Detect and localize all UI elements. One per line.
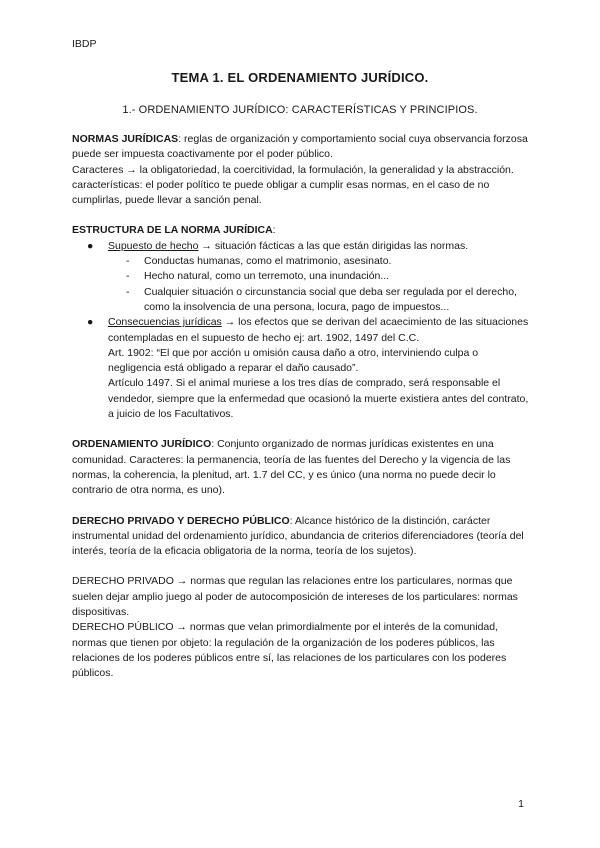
dash-icon: -	[126, 255, 130, 268]
supuesto-term: Supuesto de hecho	[108, 239, 199, 252]
bullet-icon: ●	[87, 316, 94, 329]
derecho-publico-paragraph: DERECHO PÚBLICO → normas que velan primordialmente por el interés de la comunidad, normas que tienen por objeto: la regulación de la organización de los poderes públicos, las relaciones de los poderes públicos entre sí, las relaciones de los particulares con los poderes públicos.	[72, 621, 507, 680]
derecho-heading: DERECHO PRIVADO Y DERECHO PÚBLICO	[72, 514, 290, 527]
section-subtitle: 1.- ORDENAMIENTO JURÍDICO: CARACTERÍSTICAS Y PRINCIPIOS.	[122, 104, 478, 116]
ordenamiento-paragraph: ORDENAMIENTO JURÍDICO: Conjunto organizado de normas jurídicas existentes en una comunidad. Caracteres: la permanencia, teoría de las fuentes del Derecho y la vigencia de las normas, la coherencia, la plenitud, art. 1.7 del CC, y es único (una norma no puede decir lo contrario de otra norma, es uno).	[72, 438, 511, 497]
list-item: ● Supuesto de hecho → situación fácticas a las que están dirigidas las normas.	[72, 239, 532, 254]
page-title: TEMA 1. EL ORDENAMIENTO JURÍDICO.	[171, 70, 429, 85]
sub-list-item: - Cualquier situación o circunstancia social que deba ser regulada por el derecho, como la insolvencia de una persona, locura, pago de impuestos...	[126, 285, 517, 313]
page-number: 1	[518, 798, 524, 810]
sub-list-item: - Conductas humanas, como el matrimonio, asesinato.	[72, 254, 532, 269]
document-body	[72, 132, 532, 682]
dash-icon: -	[126, 285, 130, 298]
art-1497-text: Artículo 1497. Si el animal muriese a los tres días de comprado, será responsable el vendedor, siempre que la enfermedad que ocasionó la muerte existiera antes del contrato, a juicio de los Facultativos.	[108, 377, 529, 421]
derecho-paragraph: DERECHO PRIVADO Y DERECHO PÚBLICO: Alcance histórico de la distinción, carácter instrumental unidad del ordenamiento jurídico, abundancia de criterios diferenciadores (teoría del interés, teoría de la eficacia obligatoria de la norma, teoría de los sujetos).	[72, 514, 524, 558]
ordenamiento-heading: ORDENAMIENTO JURÍDICO	[72, 438, 212, 451]
dash-icon: -	[126, 270, 130, 283]
list-item: ● Consecuencias jurídicas → los efectos que se derivan del acaecimiento de las situaciones contempladas en el supuesto de hecho ej: art. 1902, 1497 del C.C.	[87, 316, 529, 344]
normas-caracteristicas: características: el poder político te puede obligar a cumplir esas normas, en el caso de no cumplirlas, puede llevar a sanción penal.	[72, 178, 490, 207]
normas-definition: NORMAS JURÍDICAS: reglas de organización y comportamiento social cuya observancia forzosa puede ser impuesta coactivamente por el poder público.	[72, 133, 528, 161]
sub-list-item: - Hecho natural, como un terremoto, una inundación...	[72, 269, 532, 284]
derecho-privado-paragraph: DERECHO PRIVADO → normas que regulan las relaciones entre los particulares, normas que suelen dejar amplio juego al poder de autocomposición de intereses de los particulares: normas dispositivas.	[72, 575, 518, 619]
bullet-icon: ●	[87, 239, 94, 252]
art-1902-quote: Art. 1902: “El que por acción u omisión causa daño a otro, interviniendo culpa o negligencia está obligado a reparar el daño causado”.	[108, 346, 479, 375]
normas-heading: NORMAS JURÍDICAS	[72, 133, 179, 145]
estructura-heading: ESTRUCTURA DE LA NORMA JURÍDICA:	[72, 224, 276, 237]
normas-caracteres: Caracteres → la obligatoriedad, la coercitividad, la formulación, la generalidad y la abstracción.	[72, 163, 514, 176]
consecuencias-term: Consecuencias jurídicas	[108, 316, 222, 329]
header-label: IBDP	[72, 38, 97, 50]
